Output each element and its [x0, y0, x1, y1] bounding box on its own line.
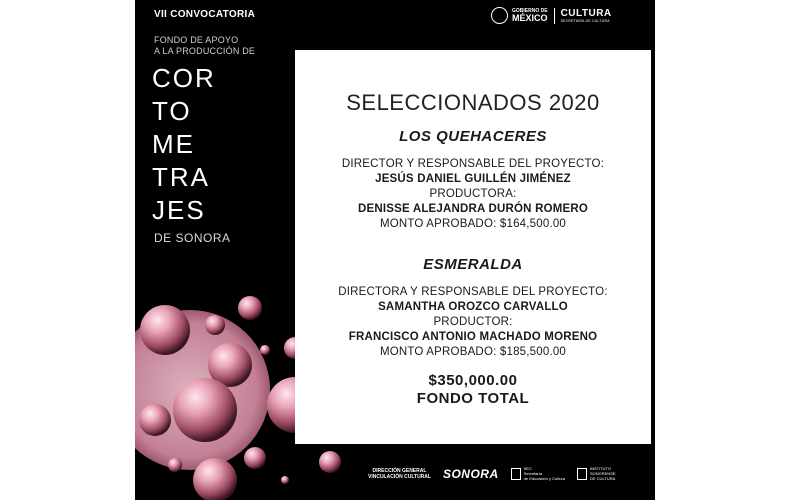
project-title: ESMERALDA [423, 256, 523, 273]
approved-amount: MONTO APROBADO: $185,500.00 [379, 346, 567, 358]
total-label: FONDO TOTAL [416, 390, 530, 407]
total-amount: $350,000.00 [428, 372, 518, 389]
mexico-seal-icon [491, 7, 508, 24]
producer-label: PRODUCTOR: [433, 316, 513, 328]
sec-logo: SEC Secretaría de Educación y Cultura [511, 466, 565, 481]
director-label: DIRECTORA Y RESPONSABLE DEL PROYECTO: [338, 286, 608, 298]
direccion-general-logo: DIRECCIÓN GENERAL VINCULACIÓN CULTURAL [368, 467, 431, 480]
logo-divider [554, 8, 555, 24]
project-entry [295, 128, 651, 232]
project-entry [295, 256, 651, 360]
producer-name: FRANCISCO ANTONIO MACHADO MORENO [348, 331, 598, 343]
director-name: JESÚS DANIEL GUILLÉN JIMÉNEZ [375, 173, 571, 185]
project-title: LOS QUEHACERES [399, 128, 547, 145]
fondo-line-2: A LA PRODUCCIÓN DE [154, 46, 256, 56]
isc-icon [577, 468, 587, 480]
poster [135, 0, 655, 500]
poster-title [152, 62, 216, 227]
poster-subtitle: DE SONORA [154, 231, 231, 245]
selected-projects-card [295, 50, 651, 444]
footer-logos [368, 466, 616, 481]
director-label: DIRECTOR Y RESPONSABLE DEL PROYECTO: [341, 158, 605, 170]
director-name: SAMANTHA OROZCO CARVALLO [378, 301, 568, 313]
producer-label: PRODUCTORA: [429, 188, 517, 200]
title-line: COR [152, 63, 216, 93]
title-line: JES [152, 195, 206, 225]
header-logos [491, 7, 612, 24]
title-line: TRA [152, 162, 210, 192]
title-line: ME [152, 129, 195, 159]
card-heading: SELECCIONADOS 2020 [346, 90, 600, 115]
convocatoria-label: VII CONVOCATORIA [154, 9, 256, 20]
sonora-logo: SONORA [442, 466, 499, 481]
fund-total [295, 372, 651, 408]
fondo-label [154, 35, 255, 57]
spacer [295, 232, 651, 244]
sec-icon [511, 468, 521, 480]
approved-amount: MONTO APROBADO: $164,500.00 [379, 218, 567, 230]
gobierno-logo: GOBIERNO DE MÉXICO [512, 8, 548, 23]
instituto-sonorense-logo: INSTITUTO SONORENSE DE CULTURA [577, 466, 616, 481]
cultura-logo: CULTURA SECRETARÍA DE CULTURA [560, 8, 612, 23]
producer-name: DENISSE ALEJANDRA DURÓN ROMERO [357, 203, 589, 215]
title-line: TO [152, 96, 192, 126]
fondo-line-1: FONDO DE APOYO [154, 35, 239, 45]
